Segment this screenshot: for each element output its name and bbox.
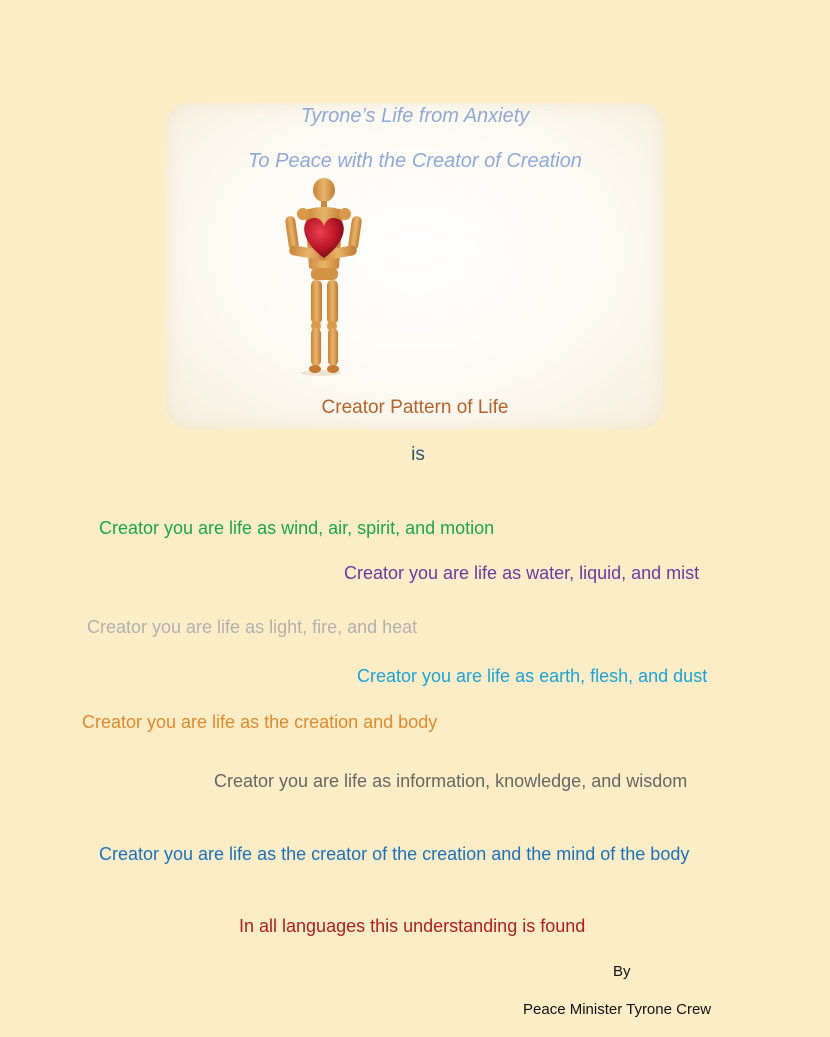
title-line-1: Tyrone’s Life from Anxiety [300, 105, 530, 127]
verse-water: Creator you are life as water, liquid, and mist [344, 563, 700, 583]
verse-creator: Creator you are life as the creator of the creation and the mind of the body [99, 844, 690, 864]
mannequin-heart-image [275, 176, 370, 378]
is-text: is [411, 444, 425, 465]
verse-languages: In all languages this understanding is found [239, 916, 586, 936]
verse-earth: Creator you are life as earth, flesh, and dust [357, 666, 708, 686]
verse-creation: Creator you are life as the creation and body [82, 712, 438, 732]
by-label: By [613, 963, 631, 980]
verse-information: Creator you are life as information, knowledge, and wisdom [214, 771, 688, 791]
verse-light: Creator you are life as light, fire, and heat [87, 617, 418, 637]
author-name: Peace Minister Tyrone Crew [523, 1001, 712, 1018]
title-line-2: To Peace with the Creator of Creation [248, 150, 582, 172]
pattern-heading: Creator Pattern of Life [321, 397, 509, 418]
verse-wind: Creator you are life as wind, air, spirit, and motion [99, 518, 495, 538]
